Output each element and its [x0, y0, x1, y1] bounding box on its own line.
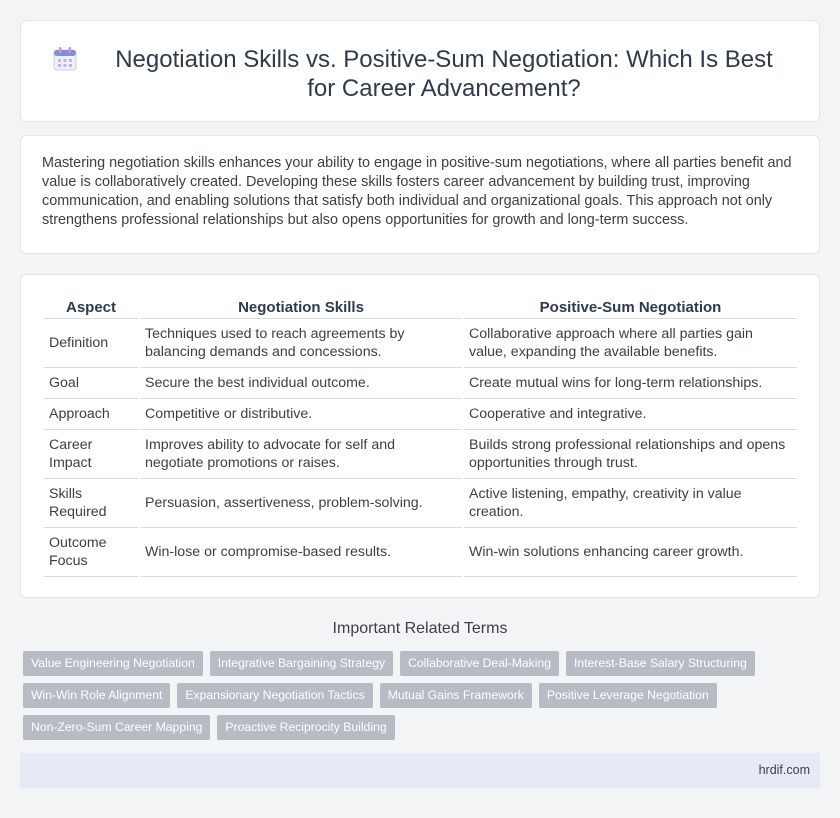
comparison-card [20, 274, 820, 598]
tag-link[interactable]: Positive Leverage Negotiation [539, 683, 717, 708]
row-positive-sum: Collaborative approach where all parties gain value, expanding the available benefits. [464, 319, 797, 368]
tag-link[interactable]: Value Engineering Negotiation [23, 651, 203, 676]
row-negotiation-skills: Persuasion, assertiveness, problem-solving. [140, 479, 462, 528]
page-title: Negotiation Skills vs. Positive-Sum Negotiation: Which Is Best for Career Advancement? [115, 46, 773, 102]
intro-card [20, 135, 820, 254]
row-negotiation-skills: Techniques used to reach agreements by balancing demands and concessions. [140, 319, 462, 368]
tag-link[interactable]: Non-Zero-Sum Career Mapping [23, 715, 210, 740]
row-aspect: Approach [44, 399, 138, 430]
related-tags [23, 651, 823, 747]
row-negotiation-skills: Competitive or distributive. [140, 399, 462, 430]
tag-link[interactable]: Win-Win Role Alignment [23, 683, 170, 708]
tag-link[interactable]: Collaborative Deal-Making [400, 651, 559, 676]
footer-site-link[interactable]: hrdif.com [758, 763, 810, 777]
table-row [44, 528, 797, 577]
table-row [44, 430, 797, 479]
row-positive-sum: Cooperative and integrative. [464, 399, 797, 430]
comparison-table [42, 296, 799, 577]
row-aspect: Outcome Focus [44, 528, 138, 577]
tag-link[interactable]: Integrative Bargaining Strategy [210, 651, 393, 676]
header-negotiation-skills: Negotiation Skills [140, 296, 462, 319]
row-positive-sum: Active listening, empathy, creativity in value creation. [464, 479, 797, 528]
row-positive-sum: Builds strong professional relationships and opens opportunities through trust. [464, 430, 797, 479]
row-aspect: Goal [44, 368, 138, 399]
row-negotiation-skills: Secure the best individual outcome. [140, 368, 462, 399]
tag-link[interactable]: Interest-Base Salary Structuring [566, 651, 755, 676]
table-row [44, 399, 797, 430]
table-row [44, 368, 797, 399]
row-negotiation-skills: Win-lose or compromise-based results. [140, 528, 462, 577]
row-positive-sum: Win-win solutions enhancing career growth. [464, 528, 797, 577]
table-row [44, 319, 797, 368]
table-row [44, 479, 797, 528]
header-aspect: Aspect [44, 296, 138, 319]
row-positive-sum: Create mutual wins for long-term relationships. [464, 368, 797, 399]
calendar-icon [51, 45, 79, 73]
title-card [20, 20, 820, 122]
row-negotiation-skills: Improves ability to advocate for self and negotiate promotions or raises. [140, 430, 462, 479]
footer [20, 753, 820, 788]
row-aspect: Definition [44, 319, 138, 368]
tag-link[interactable]: Expansionary Negotiation Tactics [177, 683, 372, 708]
intro-paragraph: Mastering negotiation skills enhances your ability to engage in positive-sum negotiations, where all parties benefit and value is collaboratively created. Developing these skills fosters career advancement by building trust, improving communication, and enabling solutions that satisfy both individual and organizational goals. This approach not only strengthens professional relationships but also opens opportunities for growth and long-term success. [42, 155, 792, 228]
header-positive-sum: Positive-Sum Negotiation [464, 296, 797, 319]
related-terms-heading: Important Related Terms [332, 620, 508, 637]
row-aspect: Skills Required [44, 479, 138, 528]
tag-link[interactable]: Proactive Reciprocity Building [217, 715, 394, 740]
table-header-row [44, 296, 797, 319]
tag-link[interactable]: Mutual Gains Framework [380, 683, 532, 708]
row-aspect: Career Impact [44, 430, 138, 479]
